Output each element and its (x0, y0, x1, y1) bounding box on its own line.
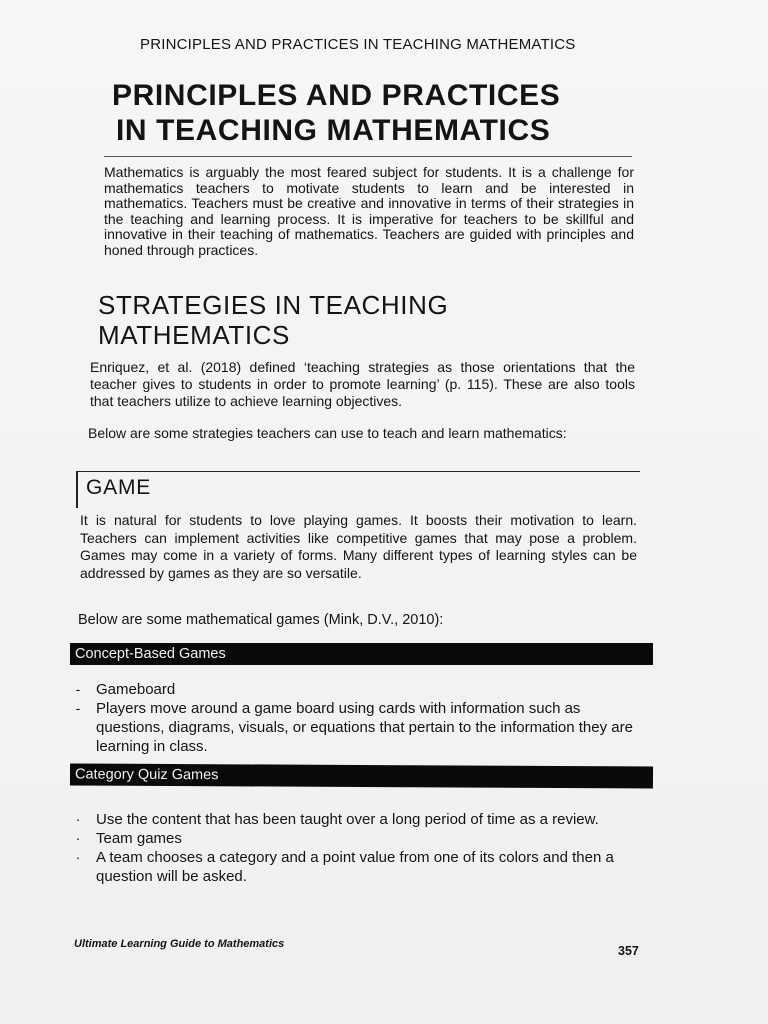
list-item-text: Players move around a game board using cards with information such as questions, diagrams, visuals, or equations that pertain to the information they are learning in class. (96, 700, 633, 755)
strategies-heading-line-1: STRATEGIES IN TEACHING (98, 290, 449, 320)
strategies-heading (98, 290, 518, 350)
page-title (112, 78, 672, 148)
game-paragraph: It is natural for students to love playing games. It boosts their motivation to learn. Teachers can implement activities like competitive games that may pose a problem. Games may come in a variety of forms. Many different types of learning styles can be addressed by games as they are so versatile. (80, 512, 637, 581)
game-heading: GAME (86, 476, 152, 499)
list-item (72, 680, 652, 699)
strategies-heading-line-2: MATHEMATICS (98, 320, 290, 350)
page-title-line-1: PRINCIPLES AND PRACTICES (112, 79, 561, 112)
games-list-intro: Below are some mathematical games (Mink, D.V., 2010): (78, 612, 444, 628)
list-item (72, 829, 652, 848)
list-item-text: Use the content that has been taught over a long period of time as a review. (96, 811, 599, 828)
list-item-text: Team games (96, 830, 182, 847)
dot-bullet: · (75, 849, 81, 865)
concept-based-games-list (72, 680, 652, 756)
intro-paragraph: Mathematics is arguably the most feared subject for students. It is a challenge for mathematics teachers to motivate students to learn and be interested in mathematics. Teachers must be creative and innovative in terms of their strategies in the teaching and learning process. It is imperative for teachers to be skillful and innovative in their teaching of mathematics. Teachers are guided with principles and honed through practices. (104, 164, 634, 258)
page-title-line-2: IN TEACHING MATHEMATICS (116, 114, 551, 147)
list-item (72, 810, 652, 829)
list-item-text: A team chooses a category and a point value from one of its colors and then a question will be asked. (96, 849, 614, 885)
running-head: PRINCIPLES AND PRACTICES IN TEACHING MATHEMATICS (140, 36, 576, 53)
game-heading-box (76, 471, 640, 508)
dash-bullet: - (75, 681, 81, 697)
strategies-definition-paragraph: Enriquez, et al. (2018) defined ‘teaching strategies as those orientations that the teacher gives to students in order to promote learning’ (p. 115). These are also tools that teachers utilize to achieve learning objectives. (90, 359, 635, 409)
dash-bullet: - (75, 700, 81, 716)
footer-book-title: Ultimate Learning Guide to Mathematics (74, 938, 285, 950)
category-quiz-games-list (72, 810, 652, 886)
list-item (72, 848, 652, 886)
concept-based-games-bar: Concept-Based Games (70, 643, 653, 665)
page-number: 357 (618, 944, 639, 958)
strategies-intro-paragraph: Below are some strategies teachers can use to teach and learn mathematics: (88, 425, 567, 441)
list-item-text: Gameboard (96, 681, 176, 698)
list-item (72, 699, 652, 756)
category-quiz-games-bar: Category Quiz Games (70, 763, 653, 788)
dot-bullet: · (75, 811, 81, 827)
title-divider (104, 156, 632, 157)
dot-bullet: · (75, 830, 81, 846)
